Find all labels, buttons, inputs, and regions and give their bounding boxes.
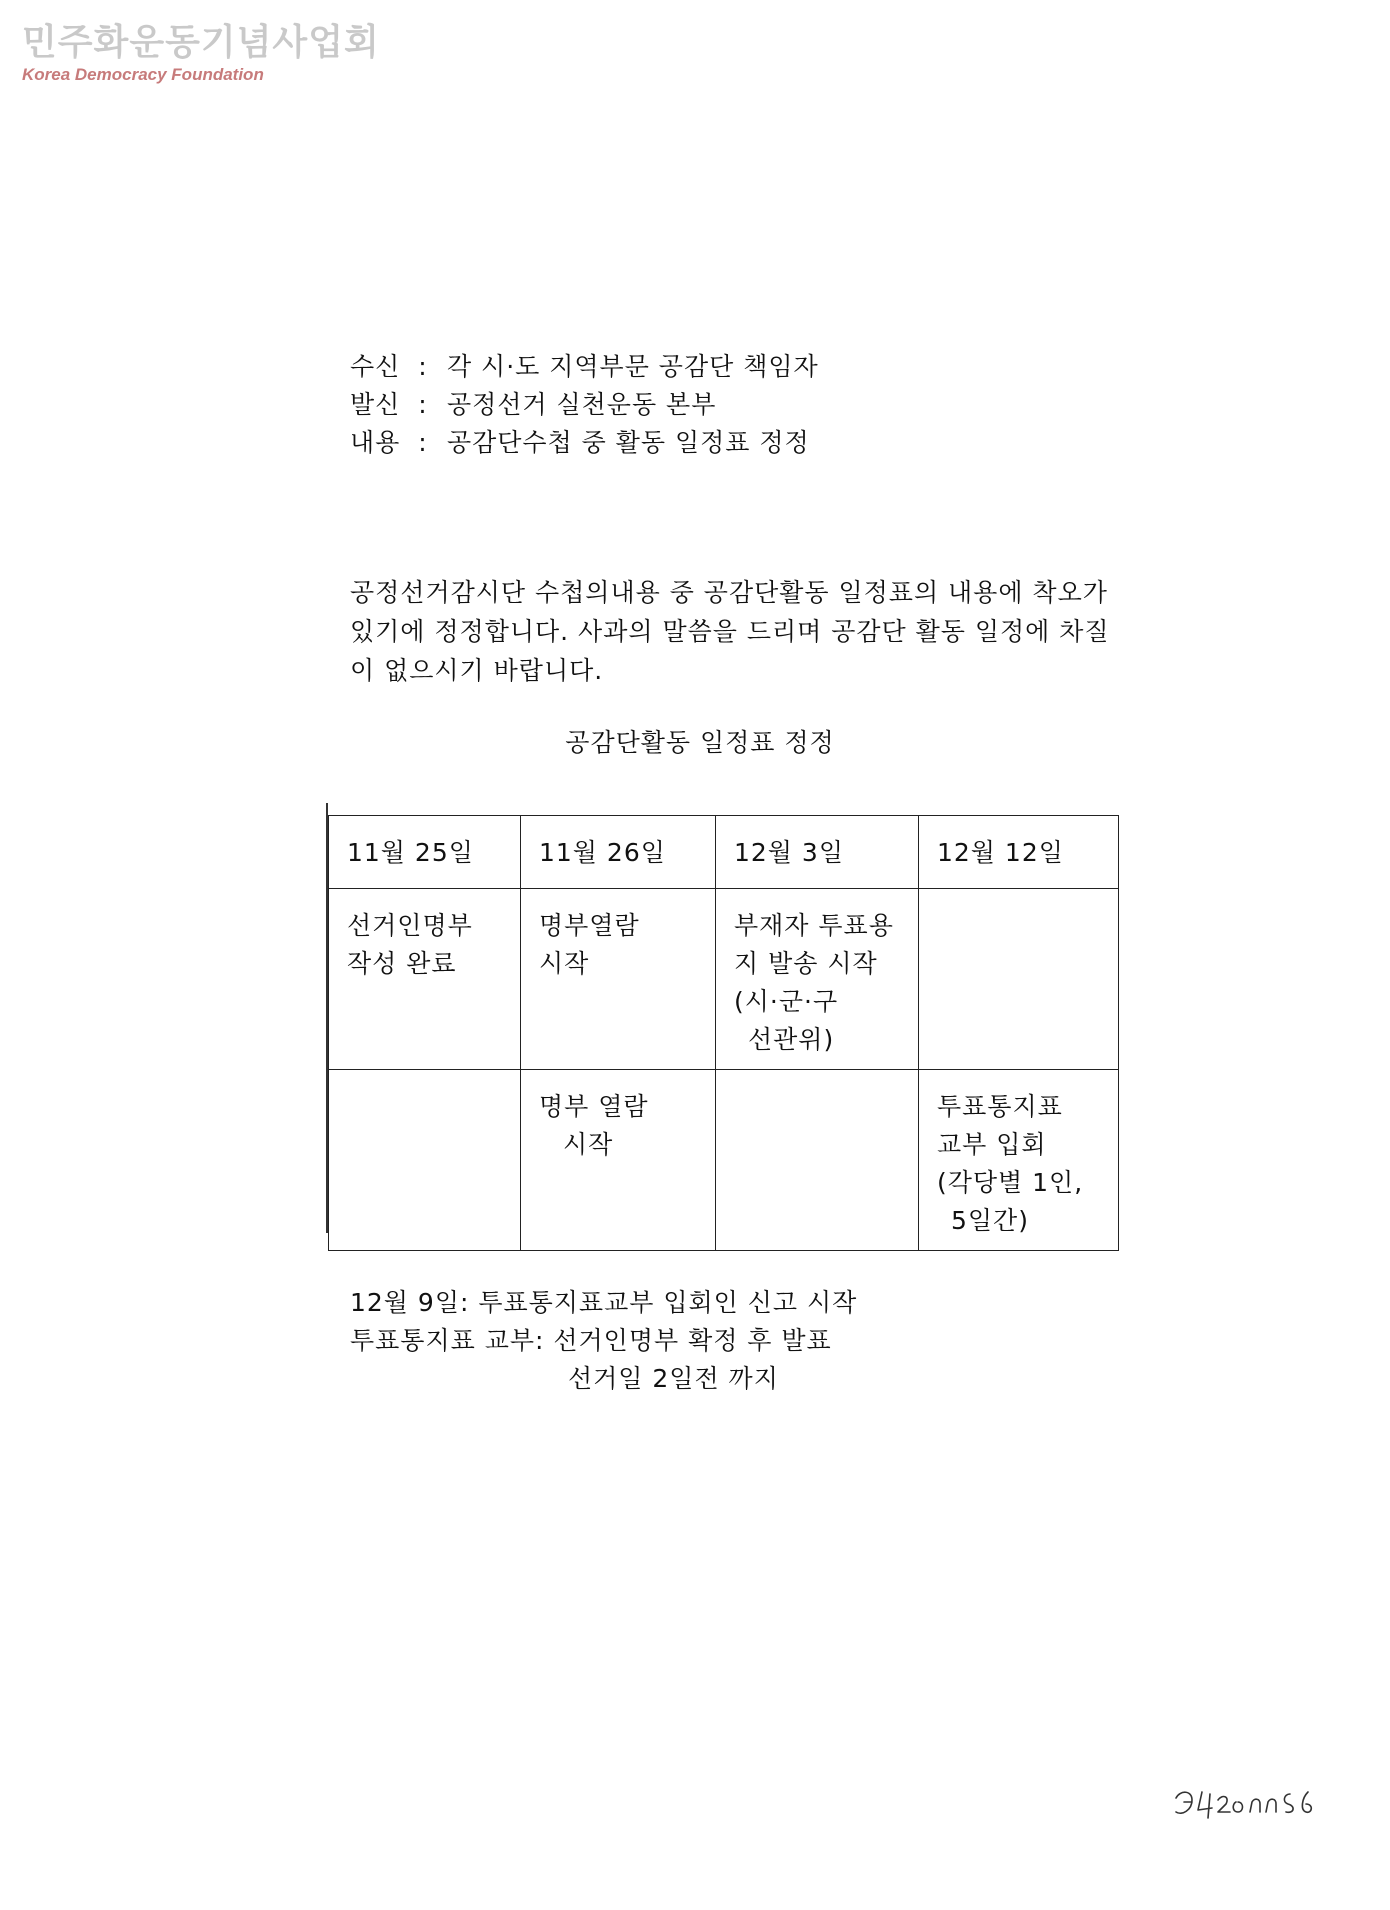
schedule-notes: [350, 1284, 857, 1398]
header-sep: :: [418, 428, 428, 457]
schedule-table: [328, 815, 1119, 1251]
header-key: 내용: [350, 428, 401, 457]
table-header-row: [329, 816, 1119, 889]
header-value: 각 시·도 지역부문 공감단 책임자: [446, 352, 819, 381]
cell-text: 지 발송 시작: [734, 949, 878, 978]
memo-header: [350, 348, 819, 462]
table-row: [329, 889, 1119, 1070]
note-line: 선거일 2일전 까지: [568, 1364, 779, 1393]
watermark-korean: 민주화운동기념사업회: [22, 21, 380, 63]
cell-text: (각당별 1인,: [937, 1168, 1084, 1197]
header-value: 공정선거 실천운동 본부: [446, 390, 717, 419]
memo-body: [350, 573, 1170, 690]
table-cell-empty: [716, 1070, 919, 1251]
cell-text: 작성 완료: [347, 949, 457, 978]
cell-text: 투표통지표: [937, 1092, 1063, 1121]
table-cell: [329, 889, 521, 1070]
cell-text: 5일간): [951, 1206, 1029, 1235]
body-line: 있기에 정정합니다. 사과의 말씀을 드리며 공감단 활동 일정에 차질: [350, 617, 1110, 646]
column-header: 12월 12일: [919, 816, 1119, 889]
header-value: 공감단수첩 중 활동 일정표 정정: [446, 428, 810, 457]
header-subject: [350, 424, 819, 462]
handwriting-icon: [1170, 1780, 1330, 1830]
column-header: 11월 26일: [521, 816, 716, 889]
header-sep: :: [418, 390, 428, 419]
table-cell: [919, 1070, 1119, 1251]
column-header: 12월 3일: [716, 816, 919, 889]
note-line: 12월 9일: 투표통지표교부 입회인 신고 시작: [350, 1288, 858, 1317]
table-cell: [521, 1070, 716, 1251]
table-cell: [521, 889, 716, 1070]
cell-text: 시작: [539, 949, 590, 978]
table-cell-empty: [919, 889, 1119, 1070]
watermark-logo: [22, 22, 380, 86]
column-header: 11월 25일: [329, 816, 521, 889]
table-cell: [716, 889, 919, 1070]
cell-text: 명부 열람: [539, 1092, 649, 1121]
cell-text: 선거인명부: [347, 911, 473, 940]
header-key: 수신: [350, 352, 401, 381]
cell-text: 선관위): [748, 1025, 835, 1054]
watermark-english: Korea Democracy Foundation: [22, 65, 264, 84]
body-line: 공정선거감시단 수첩의내용 중 공감단활동 일정표의 내용에 착오가: [350, 578, 1108, 607]
table-row: [329, 1070, 1119, 1251]
header-recipient: [350, 348, 819, 386]
schedule-title: 공감단활동 일정표 정정: [565, 728, 835, 757]
table-cell-empty: [329, 1070, 521, 1251]
cell-text: 시작: [563, 1130, 614, 1159]
cell-text: 교부 입회: [937, 1130, 1047, 1159]
cell-text: 부재자 투표용: [734, 911, 894, 940]
header-sep: :: [418, 352, 428, 381]
cell-text: 명부열람: [539, 911, 640, 940]
header-key: 발신: [350, 390, 401, 419]
body-line: 이 없으시기 바랍니다.: [350, 656, 604, 685]
cell-text: (시·군·구: [734, 987, 839, 1016]
header-sender: [350, 386, 819, 424]
handwritten-archive-number: [1170, 1780, 1330, 1830]
note-line: 투표통지표 교부: 선거인명부 확정 후 발표: [350, 1326, 832, 1355]
